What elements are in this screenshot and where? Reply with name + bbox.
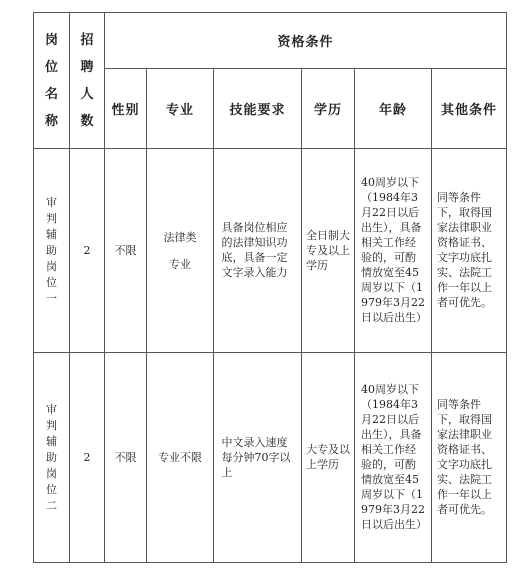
header-count: 招聘人数 [70, 13, 105, 149]
table-row [34, 353, 507, 563]
header-position: 岗位名称 [34, 13, 70, 149]
row2-education: 大专及以上学历 [302, 353, 355, 563]
row1-skills: 具备岗位相应的法律知识功底，具备一定文字录入能力 [214, 149, 302, 353]
header-skills: 技能要求 [214, 69, 302, 149]
row2-age: 40周岁以下（1984年3月22日以后出生），具备相关工作经验的，可酌情放宽至45周岁以下（1979年3月22日以后出生） [355, 353, 432, 563]
row1-age: 40周岁以下（1984年3月22日以后出生），具备相关工作经验的，可酌情放宽至45周岁以下（1979年3月22日以后出生） [355, 149, 432, 353]
row1-major [147, 149, 214, 353]
row2-major [147, 353, 214, 563]
row1-major-line2: 专业 [169, 257, 191, 271]
row1-other: 同等条件下，取得国家法律职业资格证书、文字功底扎实、法院工作一年以上者可优先。 [432, 149, 507, 353]
header-major: 专业 [147, 69, 214, 149]
row1-major-line1: 法律类 [163, 230, 197, 244]
row1-count: 2 [70, 149, 105, 353]
row2-major-line1: 专业不限 [158, 451, 202, 464]
row2-position: 审判辅助岗位二 [34, 353, 70, 563]
header-gender: 性别 [105, 69, 147, 149]
row1-gender: 不限 [105, 149, 147, 353]
table-row [34, 149, 507, 353]
row1-position: 审判辅助岗位一 [34, 149, 70, 353]
header-other: 其他条件 [432, 69, 507, 149]
recruitment-table [33, 12, 507, 563]
row2-gender: 不限 [105, 353, 147, 563]
header-qualifications: 资格条件 [105, 13, 507, 69]
row2-count: 2 [70, 353, 105, 563]
row2-other: 同等条件下，取得国家法律职业资格证书、文字功底扎实、法院工作一年以上者可优先。 [432, 353, 507, 563]
row1-education: 全日制大专及以上学历 [302, 149, 355, 353]
header-age: 年龄 [355, 69, 432, 149]
row2-skills: 中文录入速度每分钟70字以上 [214, 353, 302, 563]
header-education: 学历 [302, 69, 355, 149]
